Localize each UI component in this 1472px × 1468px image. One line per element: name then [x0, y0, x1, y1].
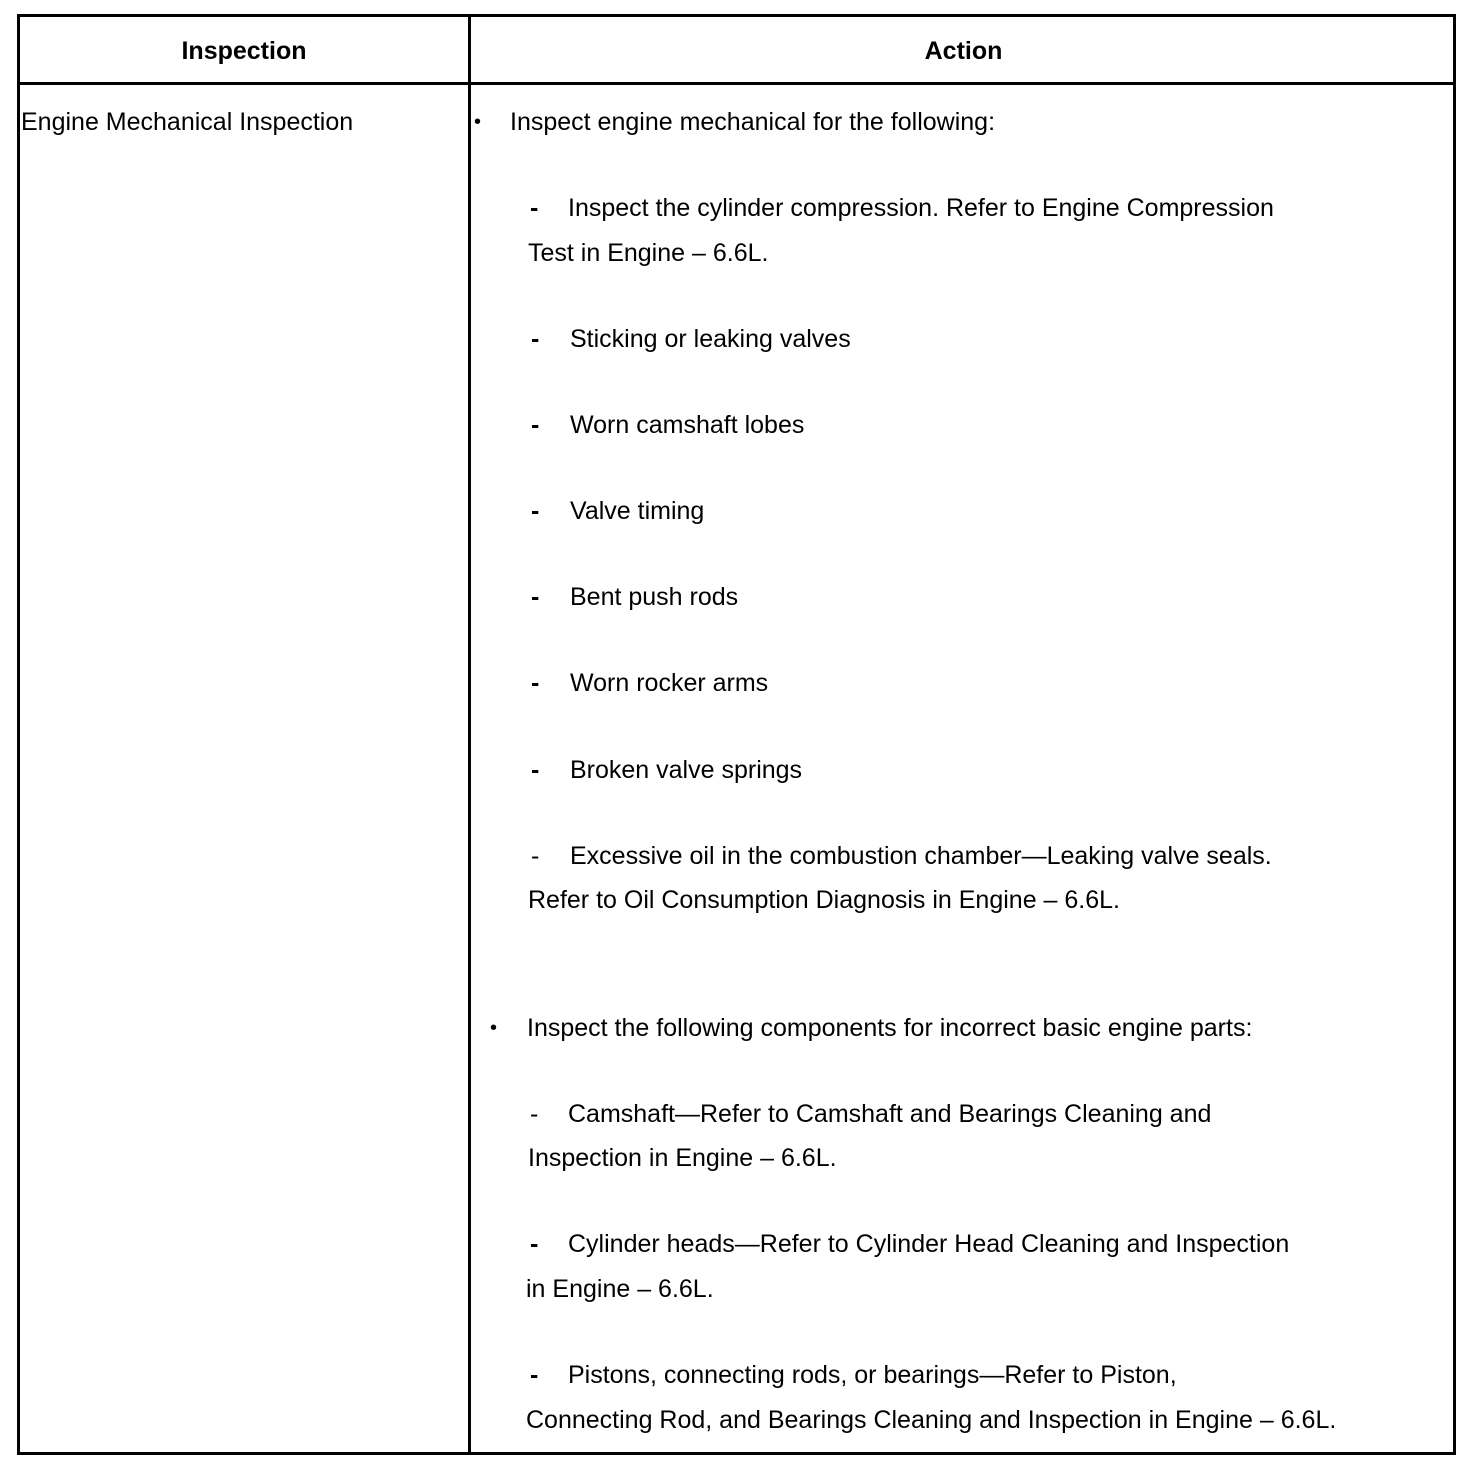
- list-item: Pistons, connecting rods, or bearings—Refer to Piston,: [568, 1361, 1177, 1389]
- bullet-marker: •: [474, 111, 482, 133]
- header-action: Action: [924, 37, 1003, 65]
- bullet-marker: •: [490, 1017, 498, 1039]
- list-item-continuation: in Engine – 6.6L.: [526, 1275, 714, 1303]
- list-item: Worn camshaft lobes: [570, 411, 805, 439]
- list-item-continuation: Refer to Oil Consumption Diagnosis in Engine – 6.6L.: [528, 886, 1120, 914]
- group2-intro: Inspect the following components for incorrect basic engine parts:: [527, 1014, 1253, 1042]
- list-item-continuation: Test in Engine – 6.6L.: [528, 239, 769, 267]
- list-item: Sticking or leaking valves: [570, 325, 851, 353]
- list-item: Inspect the cylinder compression. Refer to Engine Compression: [568, 194, 1274, 222]
- list-item-continuation: Inspection in Engine – 6.6L.: [528, 1144, 837, 1172]
- dash-marker: -: [531, 583, 540, 611]
- dash-marker: -: [530, 1100, 539, 1128]
- list-item: Cylinder heads—Refer to Cylinder Head Cleaning and Inspection: [568, 1230, 1290, 1258]
- list-item: Camshaft—Refer to Camshaft and Bearings Cleaning and: [568, 1100, 1212, 1128]
- group1-intro: Inspect engine mechanical for the following:: [510, 108, 996, 136]
- list-item-continuation: Connecting Rod, and Bearings Cleaning and Inspection in Engine – 6.6L.: [526, 1406, 1337, 1434]
- list-item: Broken valve springs: [570, 756, 803, 784]
- list-item: Bent push rods: [570, 583, 739, 611]
- dash-marker: -: [531, 411, 540, 439]
- list-item: Worn rocker arms: [570, 669, 769, 697]
- dash-marker: -: [531, 497, 540, 525]
- list-item: Excessive oil in the combustion chamber—Leaking valve seals.: [570, 842, 1272, 870]
- dash-marker: -: [530, 1361, 539, 1389]
- inspection-cell: Engine Mechanical Inspection: [21, 108, 354, 136]
- dash-marker: -: [531, 325, 540, 353]
- dash-marker: -: [531, 756, 540, 784]
- dash-marker: -: [530, 194, 539, 222]
- list-item: Valve timing: [570, 497, 705, 525]
- header-divider: [17, 82, 1456, 85]
- dash-marker: -: [531, 669, 540, 697]
- column-divider: [468, 14, 471, 1455]
- dash-marker: -: [531, 842, 540, 870]
- header-inspection: Inspection: [181, 37, 307, 65]
- dash-marker: -: [530, 1230, 539, 1258]
